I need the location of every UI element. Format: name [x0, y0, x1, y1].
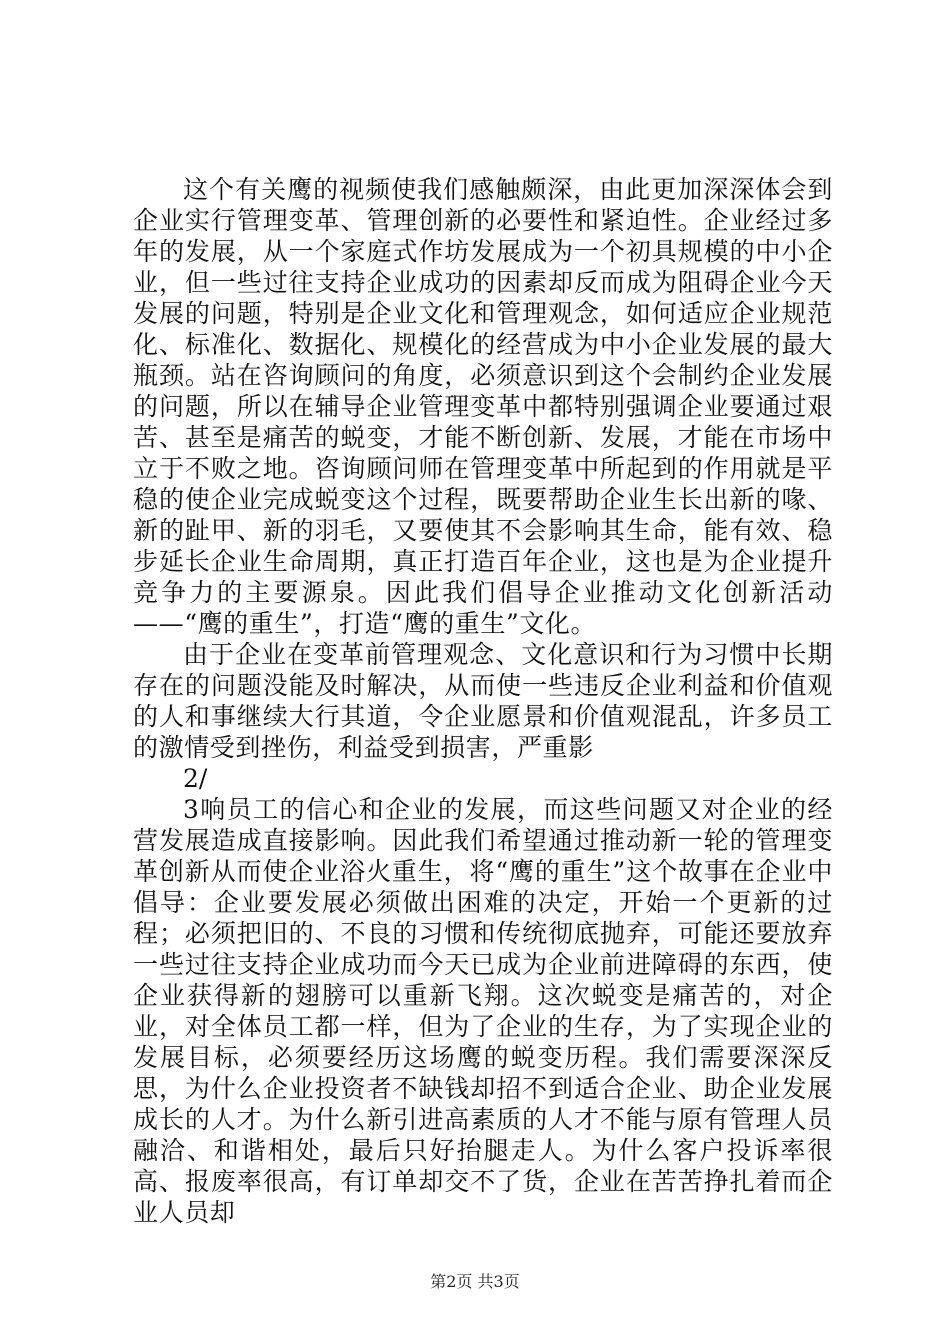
document-body [133, 174, 833, 1228]
paragraph-2: 由于企业在变革前管理观念、文化意识和行为习惯中长期存在的问题没能及时解决，从而使一些违反企业利益和价值观的人和事继续大行其道，令企业愿景和价值观混乱，许多员工的激情受到挫伤，利益受到损害，严重影 [133, 640, 833, 762]
page-marker: 2/ [183, 764, 208, 793]
paragraph-1: 这个有关鹰的视频使我们感触颇深，由此更加深深体会到企业实行管理变革、管理创新的必要性和紧迫性。企业经过多年的发展，从一个家庭式作坊发展成为一个初具规模的中小企业，但一些过往支持企业成功的因素却反而成为阻碍企业今天发展的问题，特别是企业文化和管理观念，如何适应企业规范化、标准化、数据化、规模化的经营成为中小企业发展的最大瓶颈。站在咨询顾问的角度，必须意识到这个会制约企业发展的问题，所以在辅导企业管理变革中都特别强调企业要通过艰苦、甚至是痛苦的蜕变，才能不断创新、发展，才能在市场中立于不败之地。咨询顾问师在管理变革中所起到的作用就是平稳的使企业完成蜕变这个过程，既要帮助企业生长出新的喙、新的趾甲、新的羽毛，又要使其不会影响其生命，能有效、稳步延长企业生命周期，真正打造百年企业，这也是为企业提升竞争力的主要源泉。因此我们倡导企业推动文化创新活动——“鹰的重生”，打造“鹰的重生”文化。 [133, 175, 833, 638]
paragraph-3: 3响员工的信心和企业的发展，而这些问题又对企业的经营发展造成直接影响。因此我们希望通过推动新一轮的管理变革创新从而使企业浴火重生，将“鹰的重生”这个故事在企业中倡导：企业要发展必须做出困难的决定，开始一个更新的过程；必须把旧的、不良的习惯和传统彻底抛弃，可能还要放弃一些过往支持企业成功而今天已成为企业前进障碍的东西，使企业获得新的翅膀可以重新飞翔。这次蜕变是痛苦的，对企业，对全体员工都一样，但为了企业的生存，为了实现企业的发展目标，必须要经历这场鹰的蜕变历程。我们需要深深反思，为什么企业投资者不缺钱却招不到适合企业、助企业发展成长的人才。为什么新引进高素质的人才不能与原有管理人员融洽、和谐相处，最后只好抬腿走人。为什么客户投诉率很高、报废率很高，有订单却交不了货，企业在苦苦挣扎着而企业人员却 [133, 795, 833, 1227]
page-footer: 第2页 共3页 [430, 1272, 520, 1291]
